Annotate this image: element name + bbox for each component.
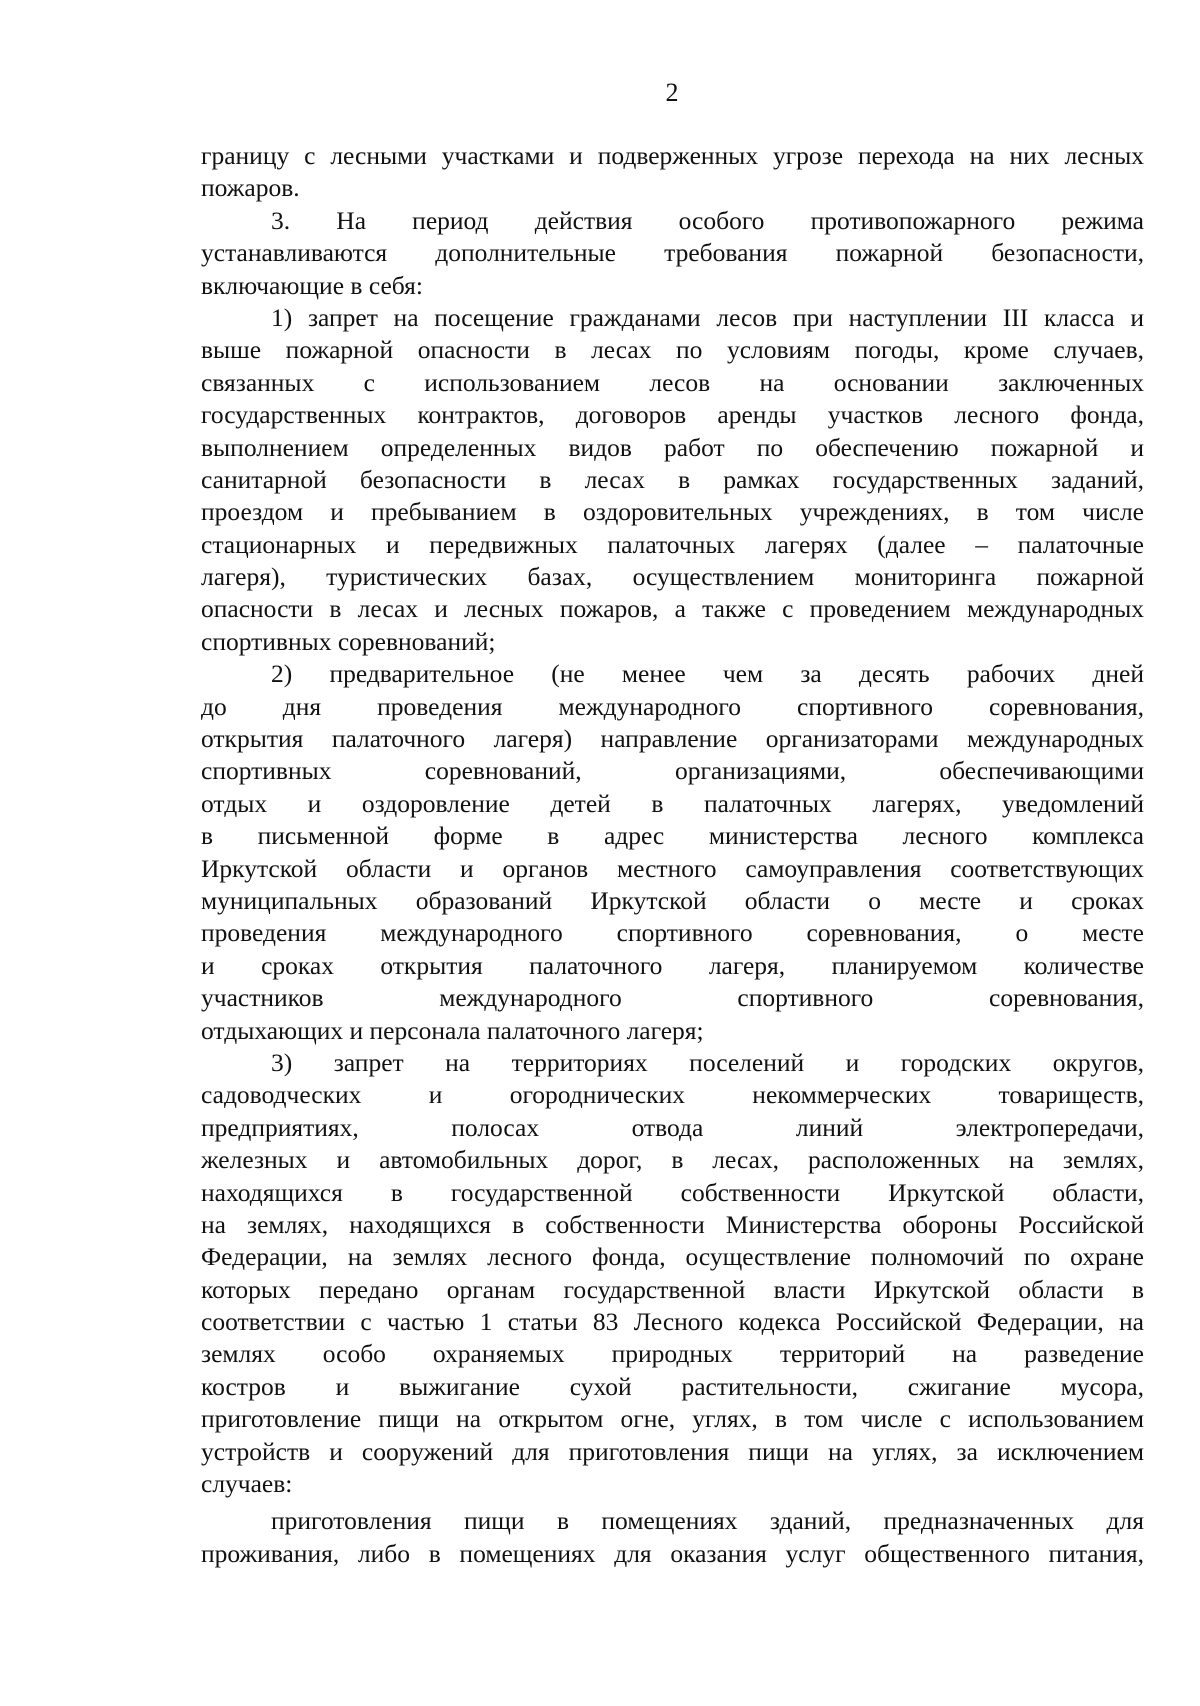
text-line: садоводческих и огороднических некоммерческих товариществ, [201, 1080, 1144, 1110]
text-line: случаев: [201, 1469, 293, 1499]
page-number: 2 [665, 78, 679, 107]
text-line: проездом и пребыванием в оздоровительных учреждениях, в том числе [201, 497, 1144, 527]
text-line: проживания, либо в помещениях для оказания услуг общественного питания, [201, 1538, 1144, 1568]
item-1-start: 1) запрет на посещение гражданами лесов при наступлении III класса и [271, 302, 1144, 332]
text-line: костров и выжигание сухой растительности, сжигание мусора, [201, 1371, 1144, 1401]
text-line: спортивных соревнований; [201, 626, 496, 656]
item-3-start: 3) запрет на территориях поселений и городских округов, [271, 1047, 1144, 1077]
text-line: землях особо охраняемых природных территорий на разведение [201, 1339, 1144, 1369]
text-line: муниципальных образований Иркутской области о месте и сроках [201, 885, 1144, 915]
text-line: приготовление пищи на открытом огне, углях, в том числе с использованием [201, 1404, 1144, 1434]
text-line: стационарных и передвижных палаточных лагерях (далее – палаточные [201, 529, 1144, 559]
text-line: включающие в себя: [201, 270, 423, 300]
text-line: соответствии с частью 1 статьи 83 Лесного кодекса Российской Федерации, на [201, 1307, 1144, 1337]
text-line: предприятиях, полосах отвода линий электропередачи, [201, 1112, 1144, 1142]
text-line: выше пожарной опасности в лесах по условиям погоды, кроме случаев, [201, 335, 1144, 365]
text-line: границу с лесными участками и подверженных угрозе перехода на них лесных [201, 141, 1144, 170]
text-line: на землях, находящихся в собственности Министерства обороны Российской [201, 1209, 1144, 1239]
text-line: железных и автомобильных дорог, в лесах, расположенных на землях, [201, 1145, 1144, 1175]
text-line: устройств и сооружений для приготовления пищи на углях, за исключением [201, 1436, 1144, 1466]
text-line: связанных с использованием лесов на основании заключенных [201, 367, 1144, 397]
text-line: находящихся в государственной собственности Иркутской области, [201, 1177, 1144, 1207]
body-text [201, 140, 1144, 1570]
exception-paragraph-start: приготовления пищи в помещениях зданий, предназначенных для [271, 1506, 1144, 1536]
item-2-start: 2) предварительное (не менее чем за десять рабочих дней [271, 659, 1144, 689]
text-line: отдых и оздоровление детей в палаточных лагерях, уведомлений [201, 788, 1144, 818]
text-line: Иркутской области и органов местного самоуправления соответствующих [201, 853, 1144, 883]
text-line: санитарной безопасности в лесах в рамках государственных заданий, [201, 464, 1144, 494]
text-line: Федерации, на землях лесного фонда, осуществление полномочий по охране [201, 1242, 1144, 1272]
text-line: лагеря), туристических базах, осуществлением мониторинга пожарной [201, 562, 1144, 592]
text-line: государственных контрактов, договоров аренды участков лесного фонда, [201, 400, 1144, 430]
text-line: проведения международного спортивного соревнования, о месте [201, 918, 1144, 948]
text-line: пожаров. [201, 173, 300, 203]
text-line: которых передано органам государственной власти Иркутской области в [201, 1274, 1144, 1304]
paragraph-3-start: 3. На период действия особого противопожарного режима [271, 205, 1144, 235]
text-line: и сроках открытия палаточного лагеря, планируемом количестве [201, 950, 1144, 980]
text-line: выполнением определенных видов работ по обеспечению пожарной и [201, 432, 1144, 462]
text-line: опасности в лесах и лесных пожаров, а также с проведением международных [201, 594, 1144, 624]
text-line: до дня проведения международного спортивного соревнования, [201, 691, 1144, 721]
text-line: отдыхающих и персонала палаточного лагеря; [201, 1015, 704, 1045]
text-line: в письменной форме в адрес министерства лесного комплекса [201, 821, 1144, 851]
text-line: открытия палаточного лагеря) направление организаторами международных [201, 724, 1144, 754]
text-line: участников международного спортивного соревнования, [201, 983, 1144, 1013]
text-line: спортивных соревнований, организациями, обеспечивающими [201, 756, 1144, 786]
text-line: устанавливаются дополнительные требования пожарной безопасности, [201, 238, 1144, 268]
